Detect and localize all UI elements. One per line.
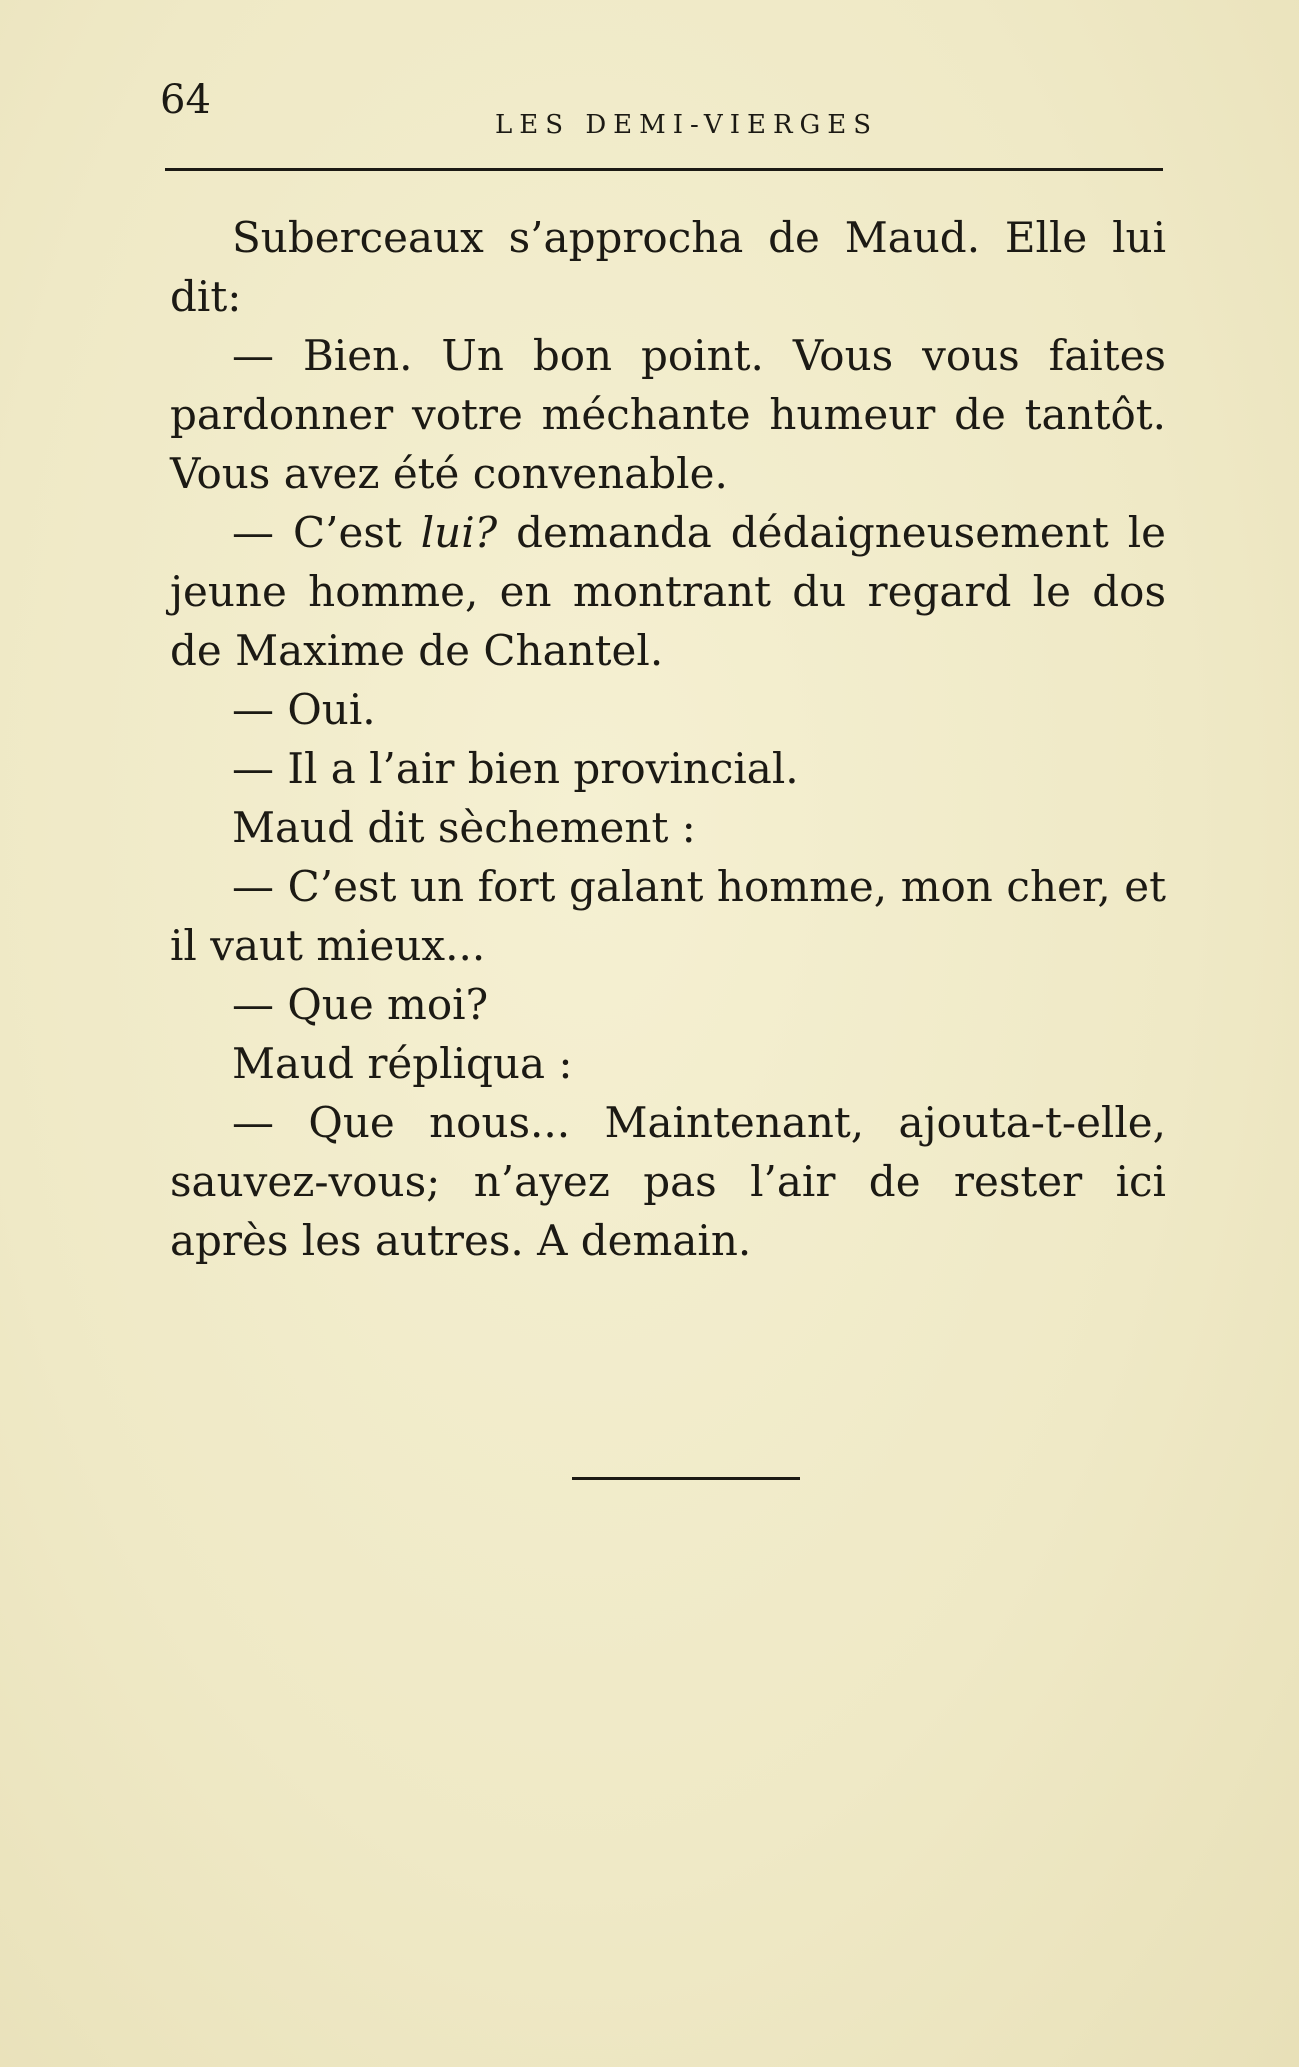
paragraph: Suberceaux s’approcha de Maud. Elle lui dit: bbox=[170, 213, 1166, 321]
paragraph: — Oui. bbox=[232, 685, 376, 734]
running-title: LES DEMI-VIERGES bbox=[495, 110, 879, 140]
page-number: 64 bbox=[160, 77, 211, 123]
header-rule bbox=[165, 168, 1163, 171]
paragraph-text: demanda dédaigneusement le jeune homme, en montrant du regard le dos de Maxime de Chantel. bbox=[170, 508, 1166, 675]
paragraph: — Bien. Un bon point. Vous vous faites pardonner votre méchante humeur de tantôt. Vous avez été convenable. bbox=[170, 331, 1166, 498]
italic-word: lui? bbox=[420, 508, 498, 557]
paragraph: — C’est un fort galant homme, mon cher, et il vaut mieux... bbox=[170, 862, 1166, 970]
paragraph: — Que moi? bbox=[232, 980, 489, 1029]
paragraph: — Que nous... Maintenant, ajouta-t-elle, sauvez-vous; n’ayez pas l’air de rester ici après les autres. A demain. bbox=[170, 1098, 1166, 1265]
paragraph: Maud répliqua : bbox=[232, 1039, 573, 1088]
paragraph-text: — C’est bbox=[232, 508, 421, 557]
body-text bbox=[170, 208, 1166, 1270]
paragraph bbox=[170, 503, 1166, 680]
chapter-end-rule bbox=[572, 1477, 800, 1480]
paragraph: — Il a l’air bien provincial. bbox=[232, 744, 799, 793]
paragraph: Maud dit sèchement : bbox=[232, 803, 696, 852]
